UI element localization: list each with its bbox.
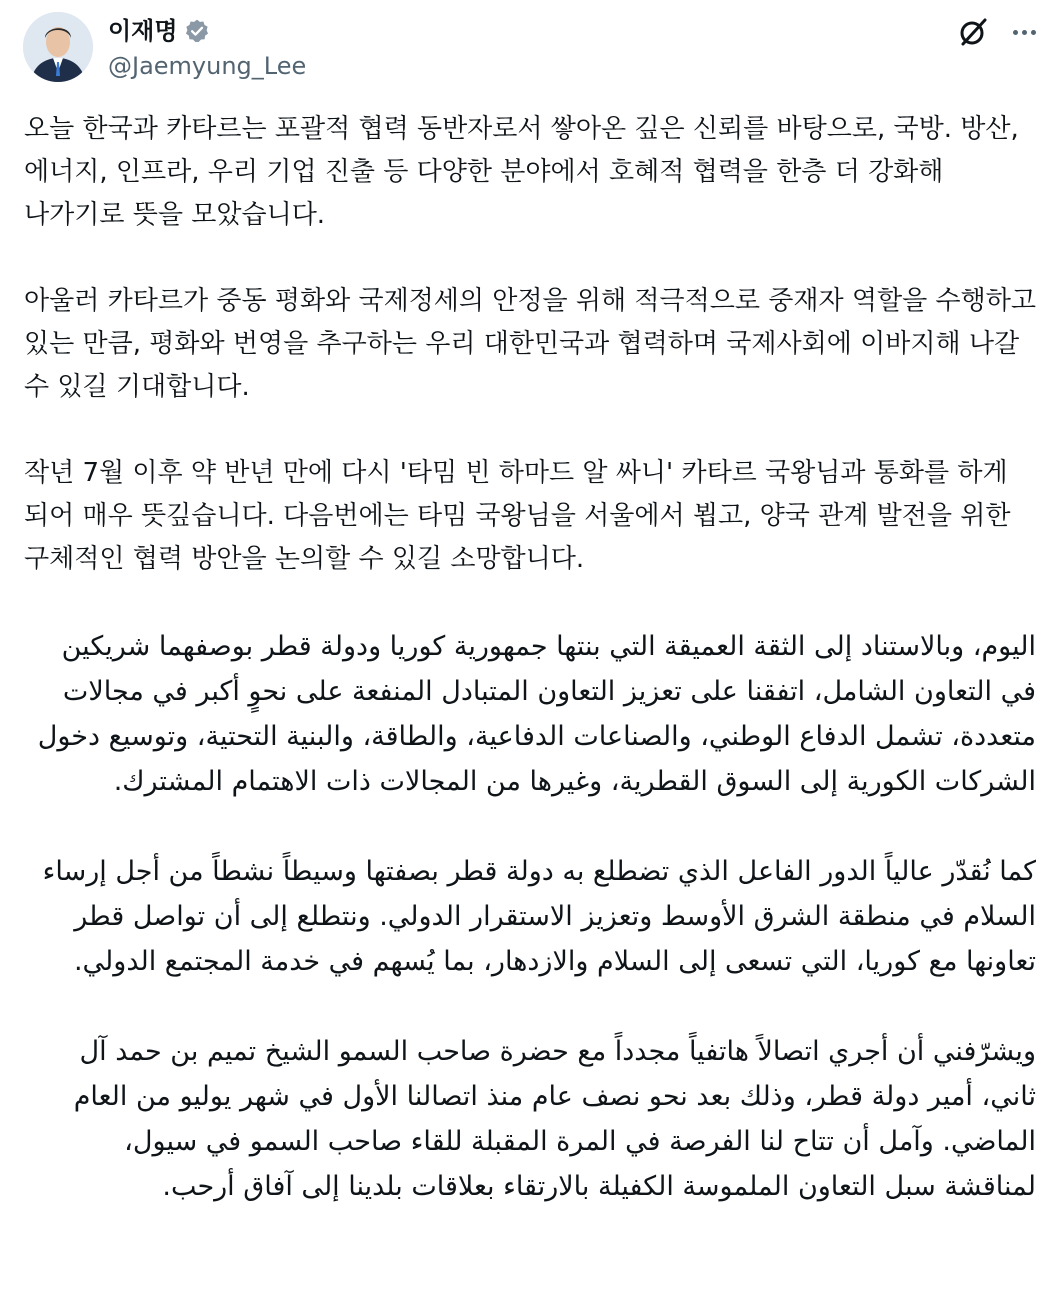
author-display-name[interactable]: 이재명 — [108, 17, 178, 45]
post-text — [24, 108, 1036, 1254]
post-paragraph-ko-1: 오늘 한국과 카타르는 포괄적 협력 동반자로서 쌓아온 깊은 신뢰를 바탕으로, 국방. 방산, 에너지, 인프라, 우리 기업 진출 등 다양한 분야에서 호혜적 협력을 한층 더 강화해 나가기로 뜻을 모았습니다. — [24, 114, 1019, 230]
avatar-image — [23, 12, 93, 82]
author-handle[interactable]: @Jaemyung_Lee — [108, 52, 307, 80]
post-header — [0, 0, 1056, 96]
post-paragraph-ko-3: 작년 7월 이후 약 반년 만에 다시 '타밈 빈 하마드 알 싸니' 카타르 국왕님과 통화를 하게 되어 매우 뜻깊습니다. 다음번에는 타밈 국왕님을 서울에서 뵙고, 양국 관계 발전을 위한 구체적인 협력 방안을 논의할 수 있길 소망합니다. — [24, 458, 1011, 574]
post-paragraph-ko-2: 아울러 카타르가 중동 평화와 국제정세의 안정을 위해 적극적으로 중재자 역할을 수행하고 있는 만큼, 평화와 번영을 추구하는 우리 대한민국과 협력하며 국제사회에 이바지해 나갈 수 있길 기대합니다. — [24, 286, 1036, 402]
post-paragraph-ar-1: اليوم، وبالاستناد إلى الثقة العميقة التي بنتها جمهورية كوريا ودولة قطر بوصفهما شريكين في التعاون الشامل، اتفقنا على تعزيز التعاون المتبادل المنفعة على نحوٍ أكبر في مجالات متعددة، تشمل الدفاع الوطني، والصناعات الدفاعية، والطاقة، والبنية التحتية، وتوسيع دخول الشركات الكورية إلى السوق القطرية، وغيرها من المجالات ذات الاهتمام المشترك. — [37, 631, 1036, 797]
more-options-icon[interactable] — [1006, 14, 1042, 50]
verified-badge-icon — [184, 18, 210, 44]
grok-icon[interactable] — [955, 14, 991, 50]
post-paragraph-ar-3: ويشرّفني أن أجري اتصالاً هاتفياً مجدداً مع حضرة صاحب السمو الشيخ تميم بن حمد آل ثاني، أمير دولة قطر، وذلك بعد نحو نصف عام منذ اتصالنا الأول في شهر يوليو من العام الماضي. وآمل أن تتاح لنا الفرصة في المرة المقبلة للقاء صاحب السمو في سيول، لمناقشة سبل التعاون الملموسة الكفيلة بالارتقاء بعلاقات بلدينا إلى آفاق أرحب. — [73, 1036, 1036, 1202]
author-name-row — [108, 14, 210, 48]
avatar[interactable] — [23, 12, 93, 82]
post-paragraph-ar-2: كما نُقدّر عالياً الدور الفاعل الذي تضطلع به دولة قطر بصفتها وسيطاً نشطاً من أجل إرساء السلام في منطقة الشرق الأوسط وتعزيز الاستقرار الدولي. ونتطلع إلى أن تواصل قطر تعاونها مع كوريا، التي تسعى إلى السلام والازدهار، بما يُسهم في خدمة المجتمع الدولي. — [42, 856, 1036, 977]
